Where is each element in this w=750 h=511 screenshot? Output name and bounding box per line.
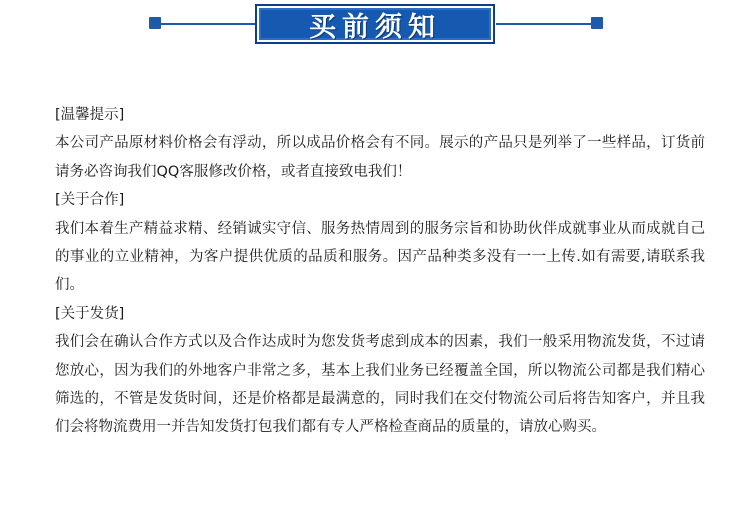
section-heading-cooperation: [关于合作] <box>55 192 125 209</box>
page-title: 买前须知 <box>309 11 441 43</box>
notice-content <box>55 101 705 442</box>
decorative-line-right <box>496 23 597 25</box>
section-body-shipping: 我们会在确认合作方式以及合作达成时为您发货考虑到成本的因素，我们一般采用物流发货，不过请您放心，因为我们的外地客户非常之多，基本上我们业务已经覆盖全国，所以物流公司都是我们精心筛选的，不管是发货时间，还是价格都是最满意的，同时我们在交付物流公司后将告知客户，并且我们会将物流费用一并告知发货打包我们都有专人严格检查商品的质量的，请放心购买。 <box>55 334 705 436</box>
section-heading-shipping: [关于发货] <box>55 305 125 322</box>
decorative-square-right <box>591 17 603 29</box>
section-body-cooperation: 我们本着生产精益求精、经销诚实守信、服务热情周到的服务宗旨和协助伙伴成就事业从而成就自己的事业的立业精神，为客户提供优质的品质和服务。因产品种类多没有一一上传.如有需要,请联系我们。 <box>55 220 705 294</box>
decorative-line-left <box>155 23 256 25</box>
title-box <box>255 4 495 44</box>
section-body-tips: 本公司产品原材料价格会有浮动，所以成品价格会有不同。展示的产品只是列举了一些样品，订货前请务必咨询我们QQ客服修改价格，或者直接致电我们！ <box>55 135 705 180</box>
header-banner <box>0 0 750 60</box>
section-heading-tips: [温馨提示] <box>55 107 125 123</box>
